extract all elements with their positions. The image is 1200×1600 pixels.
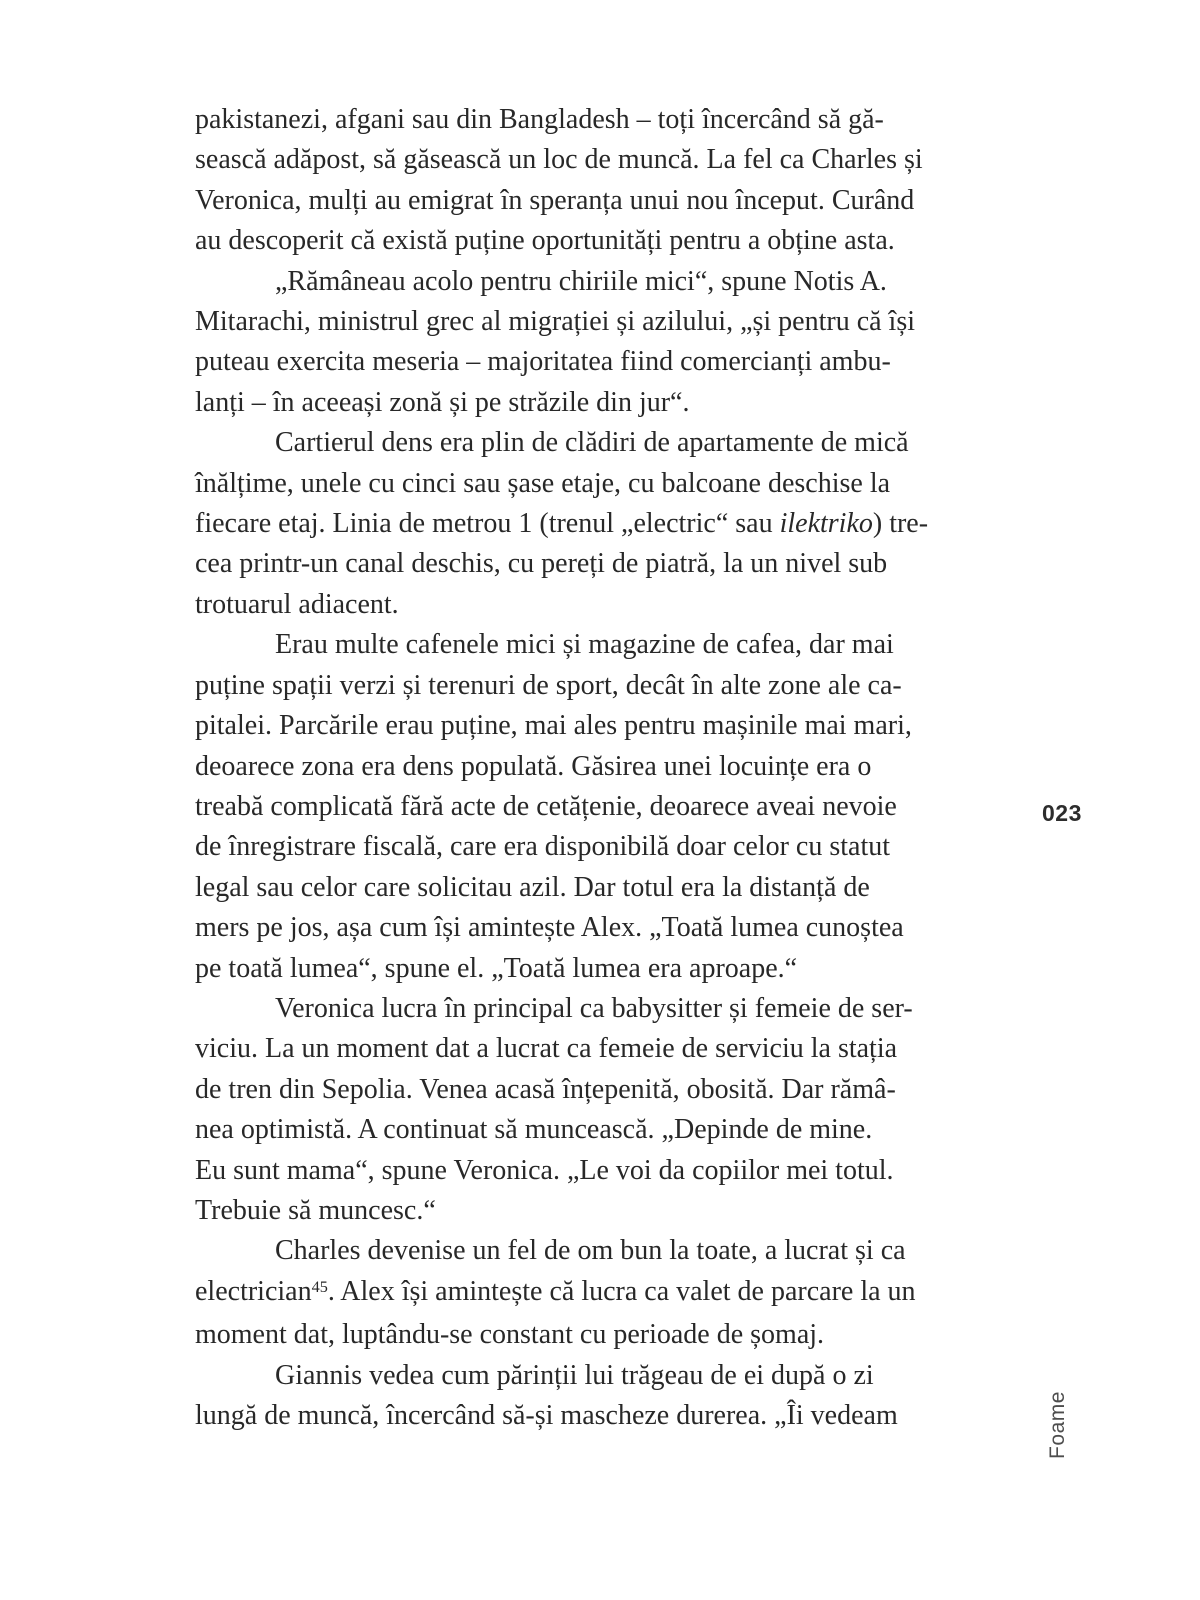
- text-line: mers pe jos, așa cum își amintește Alex. „Toată lumea cunoștea: [195, 912, 904, 944]
- text-line: au descoperit că există puține oportunități pentru a obține asta.: [195, 225, 895, 257]
- text-line: trotuarul adiacent.: [195, 588, 399, 620]
- text-line: pe toată lumea“, spune el. „Toată lumea era aproape.“: [195, 952, 798, 984]
- book-page-text-block: [195, 100, 1001, 1436]
- text-line: lanți – în aceeași zonă și pe străzile din jur“.: [195, 386, 690, 418]
- text-line: Veronica, mulți au emigrat în speranța unui nou început. Curând: [195, 184, 915, 216]
- text-line: înălțime, unele cu cinci sau șase etaje, cu balcoane deschise la: [195, 467, 891, 499]
- text-line: deoarece zona era dens populată. Găsirea unei locuințe era o: [195, 750, 872, 782]
- text-line: nea optimistă. A continuat să muncească. „Depinde de mine.: [195, 1114, 873, 1146]
- text-line: de tren din Sepolia. Venea acasă înțepenită, obosită. Dar rămâ-: [195, 1073, 896, 1105]
- page-number: 023: [1042, 800, 1082, 826]
- italic-term: ilektriko: [779, 508, 873, 540]
- line-text-segment: . Alex își amintește că lucra ca valet de parcare la un: [327, 1275, 916, 1307]
- text-line: Mitarachi, ministrul grec al migrației și azilului, „și pentru că își: [195, 306, 916, 338]
- text-line: pitalei. Parcările erau puține, mai ales pentru mașinile mai mari,: [195, 710, 912, 742]
- text-line: de înregistrare fiscală, care era disponibilă doar celor cu statut: [195, 831, 891, 863]
- text-line: legal sau celor care solicitau azil. Dar totul era la distanță de: [195, 871, 870, 903]
- text-line: cea printr-un canal deschis, cu pereți de piatră, la un nivel sub: [195, 548, 888, 580]
- text-line-with-footnote: [195, 1272, 1001, 1315]
- text-line-paragraph-start: Giannis vedea cum părinții lui trăgeau de ei după o zi: [275, 1359, 874, 1391]
- text-line: Trebuie să muncesc.“: [195, 1194, 436, 1226]
- text-line-paragraph-start: Charles devenise un fel de om bun la toate, a lucrat și ca: [275, 1235, 906, 1267]
- text-line: pakistanezi, afgani sau din Bangladesh – toți încercând să gă-: [195, 104, 884, 135]
- text-line-paragraph-start: Cartierul dens era plin de clădiri de apartamente de mică: [275, 427, 909, 459]
- line-text-segment: fiecare etaj. Linia de metrou 1 (trenul „electric“ sau: [195, 508, 780, 540]
- text-line: Eu sunt mama“, spune Veronica. „Le voi da copiilor mei totul.: [195, 1154, 894, 1186]
- text-line-with-italic: [195, 504, 1001, 544]
- text-line-paragraph-start: „Rămâneau acolo pentru chiriile mici“, spune Notis A.: [275, 265, 887, 297]
- text-line: puține spații verzi și terenuri de sport, decât în alte zone ale ca-: [195, 669, 902, 701]
- text-line: moment dat, luptându-se constant cu perioade de șomaj.: [195, 1319, 825, 1351]
- footnote-reference: 45: [311, 1278, 328, 1297]
- text-line-paragraph-start: Erau multe cafenele mici și magazine de cafea, dar mai: [275, 629, 894, 661]
- text-line: treabă complicată fără acte de cetățenie, deoarece aveai nevoie: [195, 790, 897, 822]
- text-line: puteau exercita meseria – majoritatea fiind comercianți ambu-: [195, 346, 891, 378]
- line-text-segment: electrician: [195, 1275, 312, 1307]
- text-line: sească adăpost, să găsească un loc de muncă. La fel ca Charles și: [195, 144, 923, 176]
- text-line: viciu. La un moment dat a lucrat ca femeie de serviciu la stația: [195, 1033, 898, 1065]
- text-line-paragraph-start: Veronica lucra în principal ca babysitter și femeie de ser-: [275, 992, 913, 1024]
- chapter-title-vertical-label: Foame: [1046, 1391, 1069, 1459]
- text-line: lungă de muncă, încercând să-și mascheze durerea. „Îi vedeam: [195, 1400, 898, 1431]
- line-text-segment: ) tre-: [872, 508, 929, 540]
